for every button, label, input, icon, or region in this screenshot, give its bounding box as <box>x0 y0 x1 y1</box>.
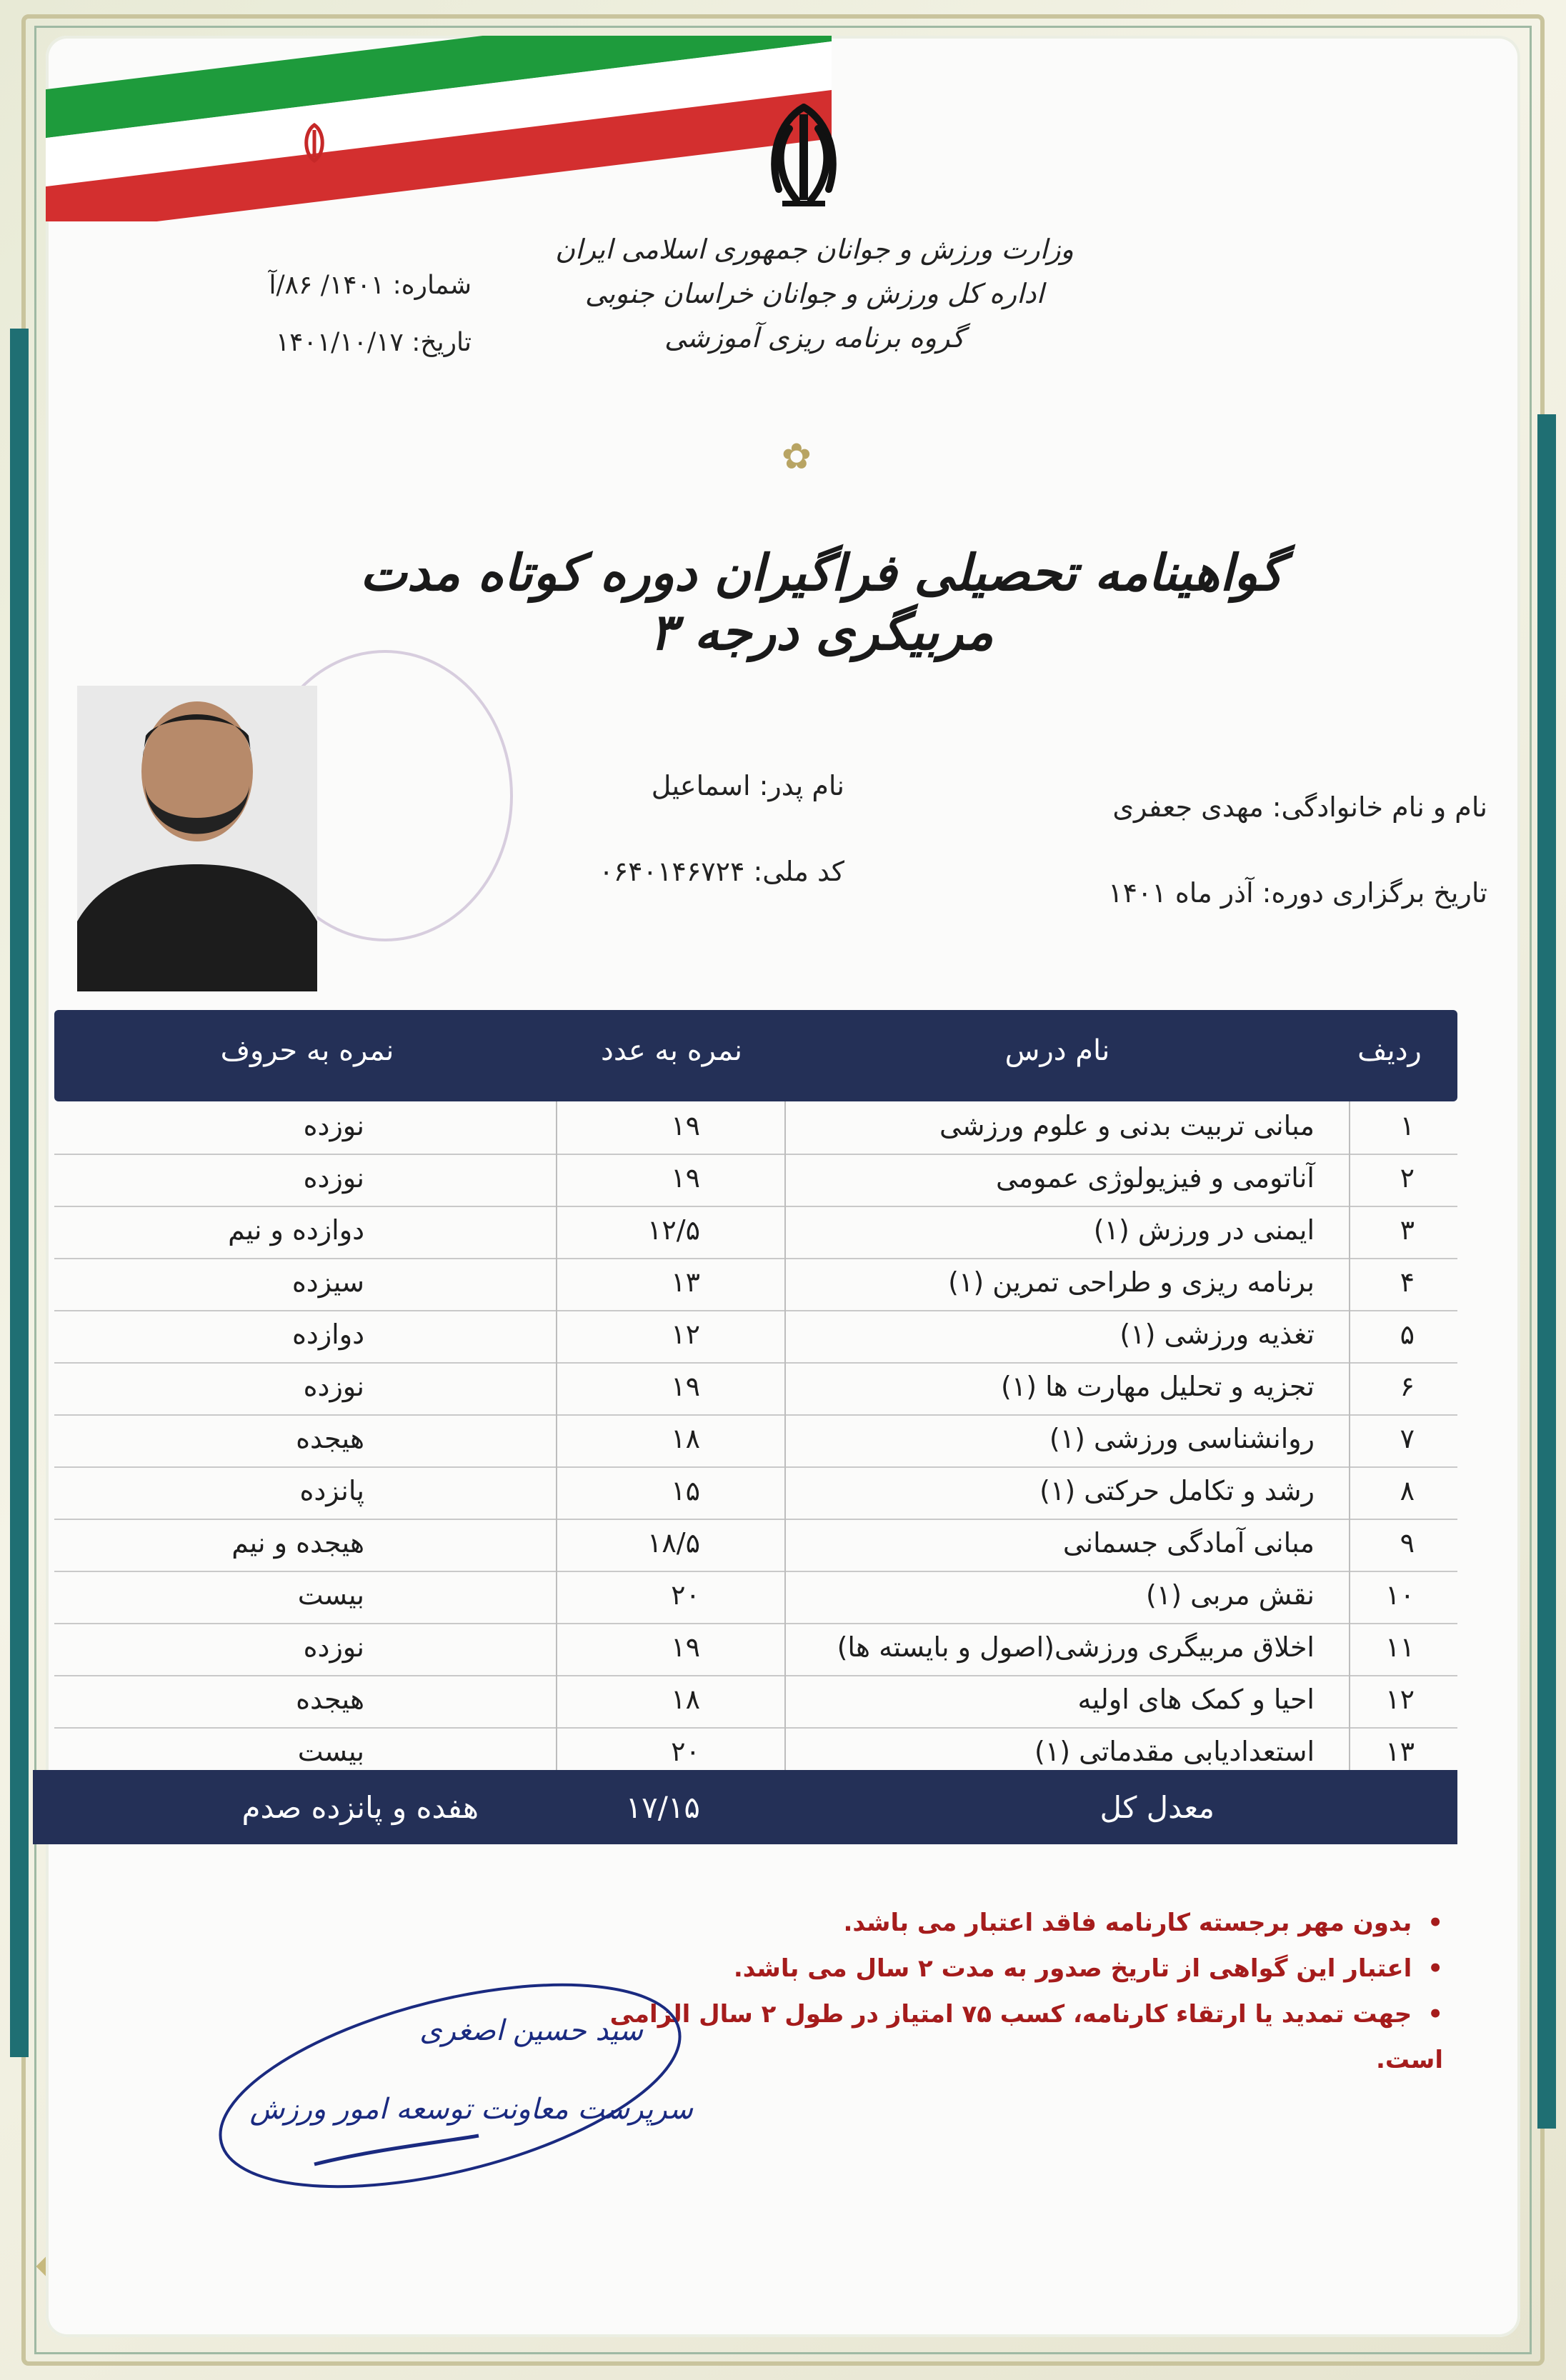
national-emblem-icon <box>739 100 868 214</box>
row-number-cell: ۲ <box>1400 1162 1415 1194</box>
table-row <box>54 1206 1457 1259</box>
table-row <box>54 1414 1457 1468</box>
score-number-cell: ۱۸/۵ <box>647 1527 700 1559</box>
header-course-name: نام درس <box>1004 1034 1110 1067</box>
course-name-cell: روانشناسی ورزشی (۱) <box>1049 1423 1315 1454</box>
score-number-cell: ۱۳ <box>671 1266 700 1298</box>
letter-number-value: ۱۴۰۱/ ۸۶/آ <box>269 271 385 300</box>
average-words: هفده و پانزده صدم <box>241 1790 479 1825</box>
course-date-value: آذر ماه ۱۴۰۱ <box>1108 877 1254 909</box>
full-name-value: مهدی جعفری <box>1112 791 1264 823</box>
course-name-cell: ایمنی در ورزش (۱) <box>1093 1214 1315 1246</box>
table-row <box>54 1623 1457 1676</box>
table-row <box>54 1519 1457 1572</box>
letter-date-value: ۱۴۰۱/۱۰/۱۷ <box>275 328 404 357</box>
note-item: • جهت تمدید یا ارتقاء کارنامه، کسب ۷۵ امتیاز در طول ۲ سال الزامی است. <box>543 1991 1443 2083</box>
score-words-cell: سیزده <box>291 1266 364 1298</box>
score-number-cell: ۱۸ <box>671 1684 700 1715</box>
header-score-words: نمره به حروف <box>220 1034 394 1067</box>
iran-flag <box>46 36 832 221</box>
table-row <box>54 1571 1457 1624</box>
field-course-date <box>1108 877 1487 909</box>
ministry-line: وزارت ورزش و جوانان جمهوری اسلامی ایران <box>555 234 1074 265</box>
letter-meta <box>171 257 472 371</box>
row-number-cell: ۱۱ <box>1385 1631 1415 1663</box>
header-row-number: ردیف <box>1357 1034 1422 1067</box>
row-number-cell: ۵ <box>1400 1319 1415 1350</box>
course-name-cell: تغذیه ورزشی (۱) <box>1119 1319 1315 1350</box>
score-words-cell: نوزده <box>303 1110 364 1141</box>
frame-band-right <box>1537 414 1556 2129</box>
score-words-cell: بیست <box>297 1736 364 1767</box>
row-number-cell: ۸ <box>1400 1475 1415 1506</box>
score-number-cell: ۱۹ <box>671 1162 700 1194</box>
letter-date <box>171 314 472 371</box>
score-number-cell: ۱۲/۵ <box>647 1214 700 1246</box>
header-score-number: نمره به عدد <box>601 1034 742 1067</box>
score-number-cell: ۱۹ <box>671 1110 700 1141</box>
note-item: • اعتبار این گواهی از تاریخ صدور به مدت ۲ سال می باشد. <box>543 1946 1443 1991</box>
table-footer-average <box>33 1770 1457 1844</box>
score-words-cell: پانزده <box>299 1475 364 1506</box>
score-number-cell: ۲۰ <box>671 1736 700 1767</box>
course-name-cell: مبانی آمادگی جسمانی <box>1062 1527 1315 1559</box>
score-number-cell: ۱۹ <box>671 1371 700 1402</box>
row-number-cell: ۹ <box>1400 1527 1415 1559</box>
row-number-cell: ۱۰ <box>1385 1579 1415 1611</box>
ministry-header <box>486 227 1143 360</box>
row-number-cell: ۶ <box>1400 1371 1415 1402</box>
table-row <box>54 1310 1457 1364</box>
signature-icon <box>207 1957 722 2200</box>
signer-name: سید حسین اصغری <box>419 2014 643 2047</box>
course-name-cell: نقش مربی (۱) <box>1145 1579 1315 1611</box>
father-name-value: اسماعیل <box>651 770 751 801</box>
letter-number-label: شماره: <box>392 271 472 300</box>
certificate-title: گواهینامه تحصیلی فراگیران دوره کوتاه مدت مربیگری درجه ۳ <box>359 543 1284 661</box>
score-number-cell: ۱۹ <box>671 1631 700 1663</box>
table-header <box>54 1010 1457 1101</box>
table-row <box>54 1101 1457 1155</box>
row-number-cell: ۱ <box>1400 1110 1415 1141</box>
field-father-name <box>652 770 844 801</box>
table-row <box>54 1466 1457 1520</box>
table-row <box>54 1362 1457 1416</box>
flag-emblem-icon <box>289 121 339 174</box>
course-name-cell: تجزیه و تحلیل مهارت ها (۱) <box>1001 1371 1315 1402</box>
score-words-cell: نوزده <box>303 1162 364 1194</box>
ornament-icon: ✿ <box>782 436 812 477</box>
course-name-cell: برنامه ریزی و طراحی تمرین (۱) <box>948 1266 1315 1298</box>
row-number-cell: ۴ <box>1400 1266 1415 1298</box>
score-number-cell: ۱۵ <box>671 1475 700 1506</box>
table-row <box>54 1258 1457 1311</box>
table-row <box>54 1675 1457 1729</box>
note-item: • بدون مهر برجسته کارنامه فاقد اعتبار می باشد. <box>543 1900 1443 1946</box>
average-number: ۱۷/۱۵ <box>625 1790 700 1825</box>
course-date-label: تاریخ برگزاری دوره: <box>1262 877 1487 909</box>
letter-number <box>171 257 472 314</box>
score-words-cell: دوازده <box>291 1319 364 1350</box>
score-number-cell: ۱۲ <box>671 1319 700 1350</box>
score-number-cell: ۲۰ <box>671 1579 700 1611</box>
column-divider <box>784 1101 786 1779</box>
frame-band-left <box>10 329 29 2057</box>
score-words-cell: نوزده <box>303 1371 364 1402</box>
score-words-cell: نوزده <box>303 1631 364 1663</box>
row-number-cell: ۱۲ <box>1385 1684 1415 1715</box>
course-name-cell: استعدادیابی مقدماتی (۱) <box>1034 1736 1315 1767</box>
letter-date-label: تاریخ: <box>412 328 472 357</box>
field-national-id <box>599 856 844 887</box>
column-divider <box>556 1101 557 1779</box>
person-photo <box>77 686 317 991</box>
score-words-cell: هیجده <box>296 1684 364 1715</box>
course-name-cell: رشد و تکامل حرکتی (۱) <box>1039 1475 1315 1506</box>
average-label: معدل کل <box>1099 1790 1215 1825</box>
signer-role: سرپرست معاونت توسعه امور ورزش <box>249 2093 693 2126</box>
course-name-cell: آناتومی و فیزیولوژی عمومی <box>996 1162 1315 1194</box>
course-name-cell: اخلاق مربیگری ورزشی(اصول و بایسته ها) <box>837 1631 1315 1663</box>
row-number-cell: ۱۳ <box>1385 1736 1415 1767</box>
score-words-cell: هیجده و نیم <box>231 1527 364 1559</box>
row-number-cell: ۷ <box>1400 1423 1415 1454</box>
row-number-cell: ۳ <box>1400 1214 1415 1246</box>
father-name-label: نام پدر: <box>759 770 844 801</box>
column-divider <box>1349 1101 1350 1779</box>
national-id-value: ۰۶۴۰۱۴۶۷۲۴ <box>599 856 745 887</box>
signature-block <box>207 1957 722 2200</box>
full-name-label: نام و نام خانوادگی: <box>1272 791 1487 823</box>
course-name-cell: احیا و کمک های اولیه <box>1077 1684 1315 1715</box>
score-words-cell: بیست <box>297 1579 364 1611</box>
score-words-cell: دوازده و نیم <box>228 1214 364 1246</box>
ministry-line: گروه برنامه ریزی آموزشی <box>664 322 965 354</box>
national-id-label: کد ملی: <box>753 856 844 887</box>
score-number-cell: ۱۸ <box>671 1423 700 1454</box>
score-words-cell: هیجده <box>296 1423 364 1454</box>
field-full-name <box>1112 791 1487 823</box>
ministry-line: اداره کل ورزش و جوانان خراسان جنوبی <box>584 278 1044 309</box>
table-row <box>54 1154 1457 1207</box>
course-name-cell: مبانی تربیت بدنی و علوم ورزشی <box>939 1110 1315 1141</box>
